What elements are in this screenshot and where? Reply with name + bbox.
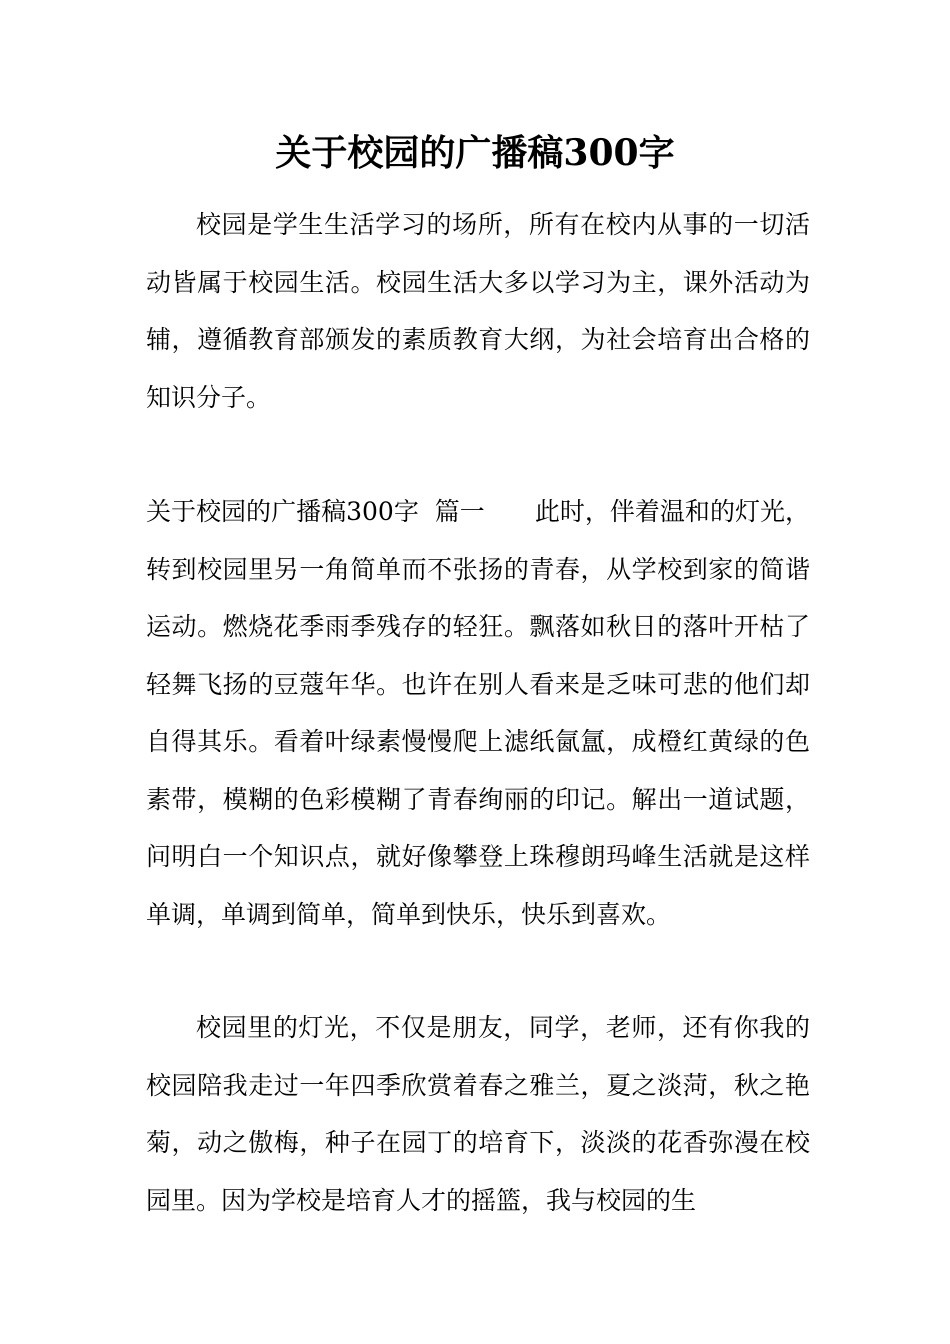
paragraph-campus-lights: 校园里的灯光，不仅是朋友，同学，老师，还有你我的校园陪我走过一年四季欣赏着春之雅兰，夏之淡菏，秋之艳菊，动之傲梅，种子在园丁的培育下，淡淡的花香弥漫在校园里。因为学校是培育人才的摇篮，我与校园的生 [146, 1013, 810, 1215]
paragraph-section-one [146, 483, 810, 943]
document-title: 关于校园的广播稿300字 [275, 132, 675, 174]
paragraph-intro: 校园是学生生活学习的场所，所有在校内从事的一切活动皆属于校园生活。校园生活大多以学习为主，课外活动为辅，遵循教育部颁发的素质教育大纲，为社会培育出合格的知识分子。 [146, 210, 810, 412]
section-heading: 关于校园的广播稿300字 篇一 [146, 497, 485, 526]
section-one-text: 此时，伴着温和的灯光，转到校园里另一角简单而不张扬的青春，从学校到家的简谐运动。燃烧花季雨季残存的轻狂。飘落如秋日的落叶开枯了轻舞飞扬的豆蔻年华。也许在别人看来是乏味可悲的他们却自得其乐。看着叶绿素慢慢爬上滤纸氤氲，成橙红黄绿的色素带，模糊的色彩模糊了青春绚丽的印记。解出一道试题，问明白一个知识点，就好像攀登上珠穆朗玛峰生活就是这样单调，单调到简单，简单到快乐，快乐到喜欢。 [146, 497, 810, 929]
